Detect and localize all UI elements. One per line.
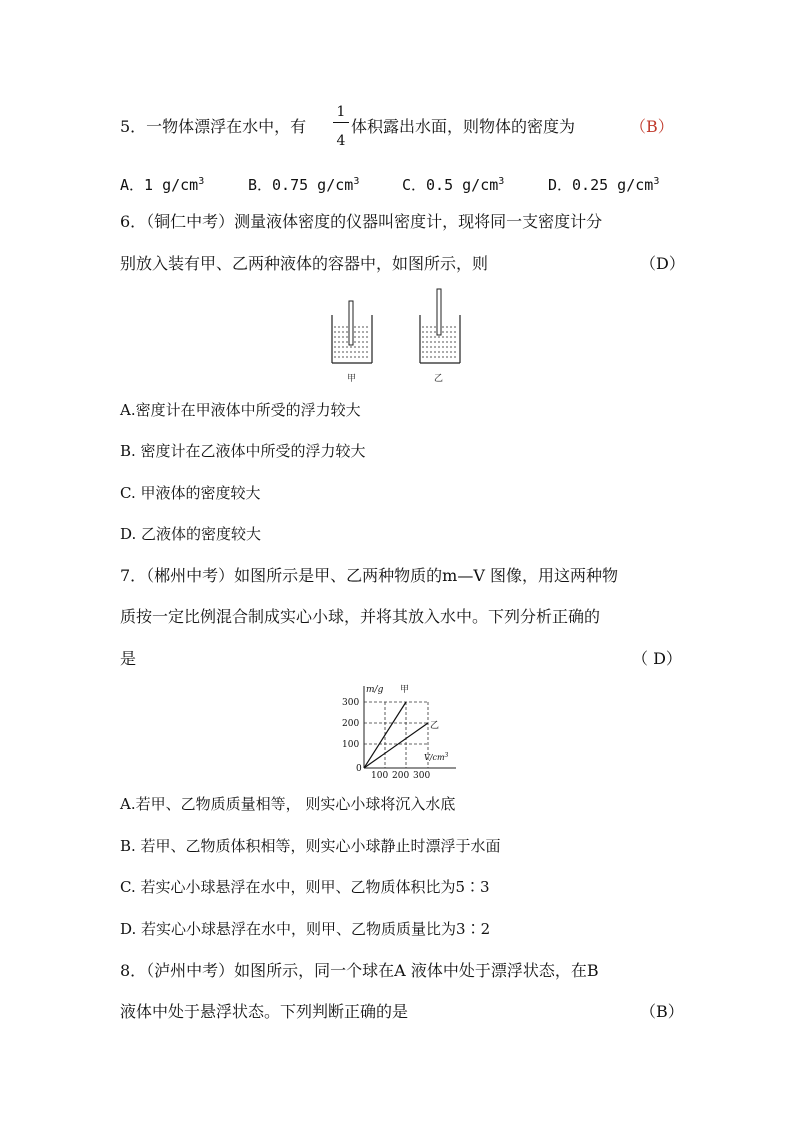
line-yi	[364, 723, 428, 768]
q6-answer: （D）	[640, 254, 685, 273]
x-axis-label: $V/cm^3$	[424, 752, 449, 762]
y-tick-100: 100	[342, 740, 360, 750]
q6-option-a: A.密度计在甲液体中所受的浮力较大	[120, 401, 361, 419]
q7-option-b: B. 若甲、乙物质体积相等，则实心小球静止时漂浮于水面	[120, 837, 501, 855]
q7-option-c: C. 若实心小球悬浮在水中，则甲、乙物质体积比为5∶3	[120, 878, 490, 896]
q8-stem-line1: 8．（泸州中考）如图所示，同一个球在A 液体中处于漂浮状态，在B	[120, 961, 599, 980]
y-tick-200: 200	[342, 719, 360, 729]
q5-fraction-bar	[333, 122, 349, 123]
x-tick-200: 200	[392, 771, 410, 780]
q7-stem-line3: 是	[120, 649, 137, 668]
q5-answer: （B）	[630, 117, 674, 136]
q6-option-c: C. 甲液体的密度较大	[120, 484, 261, 502]
grid	[364, 702, 428, 768]
container-right	[420, 289, 460, 363]
q6-option-d: D. 乙液体的密度较大	[120, 525, 262, 543]
q7-stem-line2: 质按一定比例混合制成实心小球，并将其放入水中。下列分析正确的	[120, 607, 601, 626]
q7-answer: （ D）	[632, 649, 682, 668]
y-axis-label: m/g	[366, 685, 384, 695]
q7-option-a: A.若甲、乙物质质量相等， 则实心小球将沉入水底	[120, 795, 456, 813]
label-jia: 甲	[400, 685, 410, 695]
q5-option-a: A．1 $g/cm^3$	[120, 176, 205, 194]
q5-stem-before: 5．一物体漂浮在水中，有	[120, 117, 307, 136]
q6-stem-line1: 6．（铜仁中考）测量液体密度的仪器叫密度计，现将同一支密度计分	[120, 212, 603, 231]
label-right: 乙	[434, 374, 444, 384]
q5-fraction-denominator: 4	[336, 133, 346, 149]
q8-answer: （B）	[640, 1002, 684, 1021]
q6-option-b: B. 密度计在乙液体中所受的浮力较大	[120, 442, 366, 460]
q7-mv-graph	[336, 680, 466, 780]
y-tick-300: 300	[342, 698, 360, 708]
q8-stem-line2: 液体中处于悬浮状态。下列判断正确的是	[120, 1002, 409, 1021]
x-tick-100: 100	[371, 771, 389, 780]
q7-stem-line1: 7．（郴州中考）如图所示是甲、乙两种物质的m—V 图像，用这两种物	[120, 566, 618, 585]
q5-option-d: D．0.25 $g/cm^3$	[548, 176, 660, 194]
q5-option-c: C．0.5 $g/cm^3$	[402, 176, 505, 194]
label-left: 甲	[347, 374, 357, 384]
container-left	[332, 301, 372, 363]
q5-option-b: B．0.75 $g/cm^3$	[248, 176, 360, 194]
q7-option-d: D. 若实心小球悬浮在水中，则甲、乙物质质量比为3∶2	[120, 920, 491, 938]
label-yi: 乙	[430, 721, 440, 731]
q6-figure-hydrometers	[320, 285, 470, 385]
q5-fraction-numerator: 1	[336, 104, 346, 120]
q5-stem-after: 体积露出水面，则物体的密度为	[351, 117, 576, 136]
q6-stem-line2: 别放入装有甲、乙两种液体的容器中，如图所示，则	[120, 254, 489, 273]
origin-label: 0	[356, 764, 362, 774]
x-tick-300: 300	[413, 771, 431, 780]
